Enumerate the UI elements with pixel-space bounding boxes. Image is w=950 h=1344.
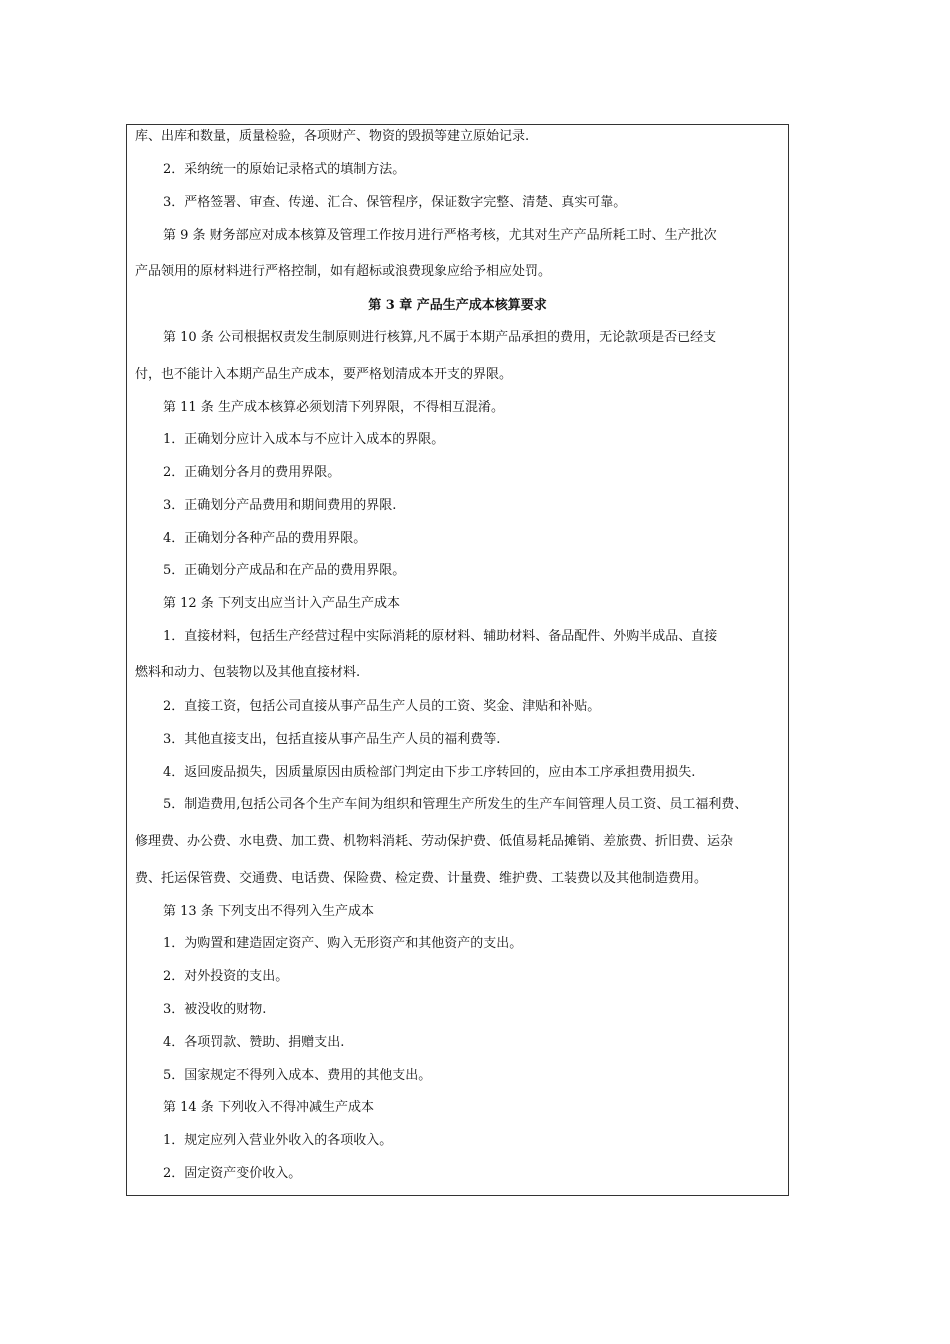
article-14: 第 14 条 下列收入不得冲减生产成本 (163, 1100, 374, 1115)
list-item: 5．正确划分产成品和在产品的费用界限。 (163, 563, 406, 578)
list-item: 5．制造费用,包括公司各个生产车间为组织和管理生产所发生的生产车间管理人员工资、员工福利费、 (163, 797, 748, 812)
list-item: 3．其他直接支出，包括直接从事产品生产人员的福利费等. (163, 732, 501, 747)
text-line: 修理费、办公费、水电费、加工费、机物料消耗、劳动保护费、低值易耗品摊销、差旅费、折旧费、运杂 (135, 834, 734, 849)
list-item: 3．被没收的财物. (163, 1002, 267, 1017)
list-item: 1．正确划分应计入成本与不应计入成本的界限。 (163, 432, 445, 447)
list-item: 1．规定应列入营业外收入的各项收入。 (163, 1133, 393, 1148)
text-line: 付，也不能计入本期产品生产成本，要严格划清成本开支的界限。 (135, 367, 513, 382)
list-item: 1．直接材料，包括生产经营过程中实际消耗的原材料、辅助材料、备品配件、外购半成品、直接 (163, 629, 718, 644)
list-item: 3．正确划分产品费用和期间费用的界限. (163, 498, 397, 513)
list-item: 5．国家规定不得列入成本、费用的其他支出。 (163, 1068, 432, 1083)
article-13: 第 13 条 下列支出不得列入生产成本 (163, 904, 374, 919)
list-item: 4．正确划分各种产品的费用界限。 (163, 531, 367, 546)
article-11: 第 11 条 生产成本核算必须划清下列界限，不得相互混淆。 (163, 400, 504, 415)
text-line: 产品领用的原材料进行严格控制，如有超标或浪费现象应给予相应处罚。 (135, 264, 552, 279)
list-item: 4．各项罚款、赞助、捐赠支出. (163, 1035, 345, 1050)
text-line: 费、托运保管费、交通费、电话费、保险费、检定费、计量费、维护费、工装费以及其他制造费用。 (135, 871, 708, 886)
article-9: 第 9 条 财务部应对成本核算及管理工作按月进行严格考核，尤其对生产产品所耗工时、生产批次 (163, 228, 717, 243)
list-item: 2．正确划分各月的费用界限。 (163, 465, 341, 480)
list-item: 2．直接工资，包括公司直接从事产品生产人员的工资、奖金、津贴和补贴。 (163, 699, 601, 714)
list-item: 2．对外投资的支出。 (163, 969, 289, 984)
list-item: 2．固定资产变价收入。 (163, 1166, 302, 1181)
chapter-3-heading: 第 3 章 产品生产成本核算要求 (368, 298, 547, 313)
text-line: 库、出库和数量，质量检验，各项财产、物资的毁损等建立原始记录. (135, 129, 530, 144)
text-line: 2．采纳统一的原始记录格式的填制方法。 (163, 162, 406, 177)
article-10: 第 10 条 公司根据权责发生制原则进行核算,凡不属于本期产品承担的费用，无论款项是否已经支 (163, 330, 717, 345)
article-12: 第 12 条 下列支出应当计入产品生产成本 (163, 596, 400, 611)
list-item: 1．为购置和建造固定资产、购入无形资产和其他资产的支出。 (163, 936, 523, 951)
text-line: 燃料和动力、包装物以及其他直接材料. (135, 665, 361, 680)
text-line: 3．严格签署、审查、传递、汇合、保管程序，保证数字完整、清楚、真实可靠。 (163, 195, 627, 210)
list-item: 4．返回废品损失，因质量原因由质检部门判定由下步工序转回的，应由本工序承担费用损失. (163, 765, 696, 780)
